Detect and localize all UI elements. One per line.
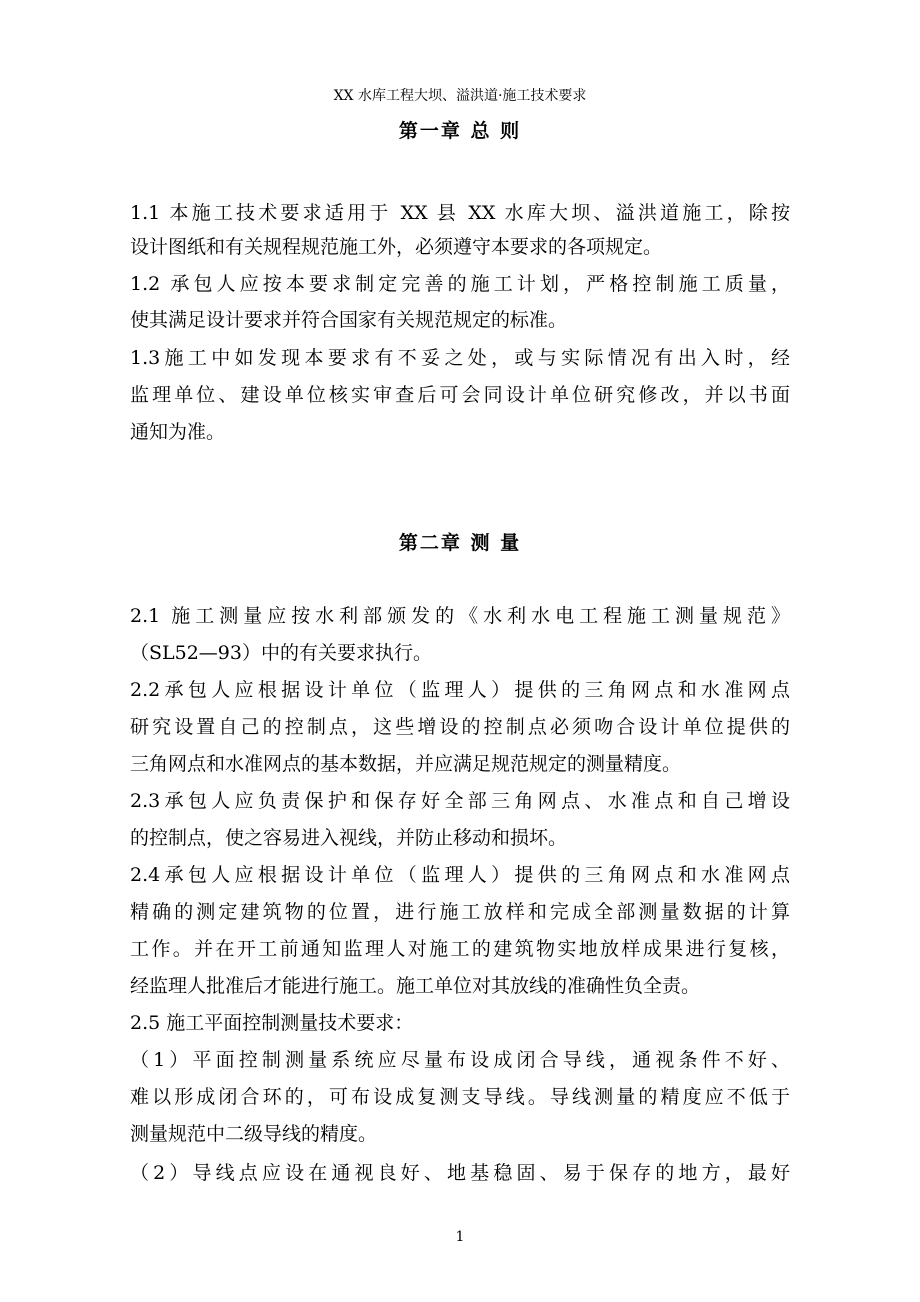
body-line: 难以形成闭合环的，可布设成复测支导线。导线测量的精度应不低于 [130,1086,790,1108]
body-line: 监理单位、建设单位核实审查后可会同设计单位研究修改，并以书面 [130,384,790,406]
body-line: 研究设置自己的控制点，这些增设的控制点必须吻合设计单位提供的 [130,716,790,738]
body-line: 通知为准。 [130,421,226,443]
body-line: 工作。并在开工前通知监理人对施工的建筑物实地放样成果进行复核， [130,938,790,960]
body-line: 1.3施工中如发现本要求有不妥之处，或与实际情况有出入时，经 [130,347,790,369]
body-line: 1.1 本施工技术要求适用于 XX 县 XX 水库大坝、溢洪道施工，除按 [130,202,790,224]
body-line: 1.2 承包人应按本要求制定完善的施工计划，严格控制施工质量， [130,273,790,295]
body-line: 的控制点，使之容易进入视线，并防止移动和损坏。 [130,827,568,849]
chapter-1-title: 第一章 总 则 [398,120,522,142]
running-header: XX 水库工程大坝、溢洪道·施工技术要求 [333,88,587,104]
body-line: 2.3承包人应负责保护和保存好全部三角网点、水准点和自己增设 [130,790,790,812]
body-line: （1）平面控制测量系统应尽量布设成闭合导线，通视条件不好、 [130,1049,790,1071]
body-line: 2.4承包人应根据设计单位（监理人）提供的三角网点和水准网点 [130,864,790,886]
chapter-2-title: 第二章 测 量 [398,532,522,554]
body-line: 精确的测定建筑物的位置，进行施工放样和完成全部测量数据的计算 [130,901,790,923]
body-line: 经监理人批准后才能进行施工。施工单位对其放线的准确性负全责。 [130,975,701,997]
body-line: 三角网点和水准网点的基本数据，并应满足规范规定的测量精度。 [130,753,682,775]
body-line: （SL52—93）中的有关要求执行。 [130,642,432,664]
body-line: 2.5 施工平面控制测量技术要求： [130,1012,414,1034]
body-line: 设计图纸和有关规程规范施工外，必须遵守本要求的各项规定。 [130,236,663,258]
body-line: （2）导线点应设在通视良好、地基稳固、易于保存的地方，最好 [130,1162,790,1184]
body-line: 使其满足设计要求并符合国家有关规范规定的标准。 [130,309,568,331]
body-line: 2.2承包人应根据设计单位（监理人）提供的三角网点和水准网点 [130,679,790,701]
page-number: 1 [455,1229,465,1245]
body-line: 测量规范中二级导线的精度。 [130,1123,378,1145]
body-line: 2.1 施工测量应按水利部颁发的《水利水电工程施工测量规范》 [130,605,790,627]
